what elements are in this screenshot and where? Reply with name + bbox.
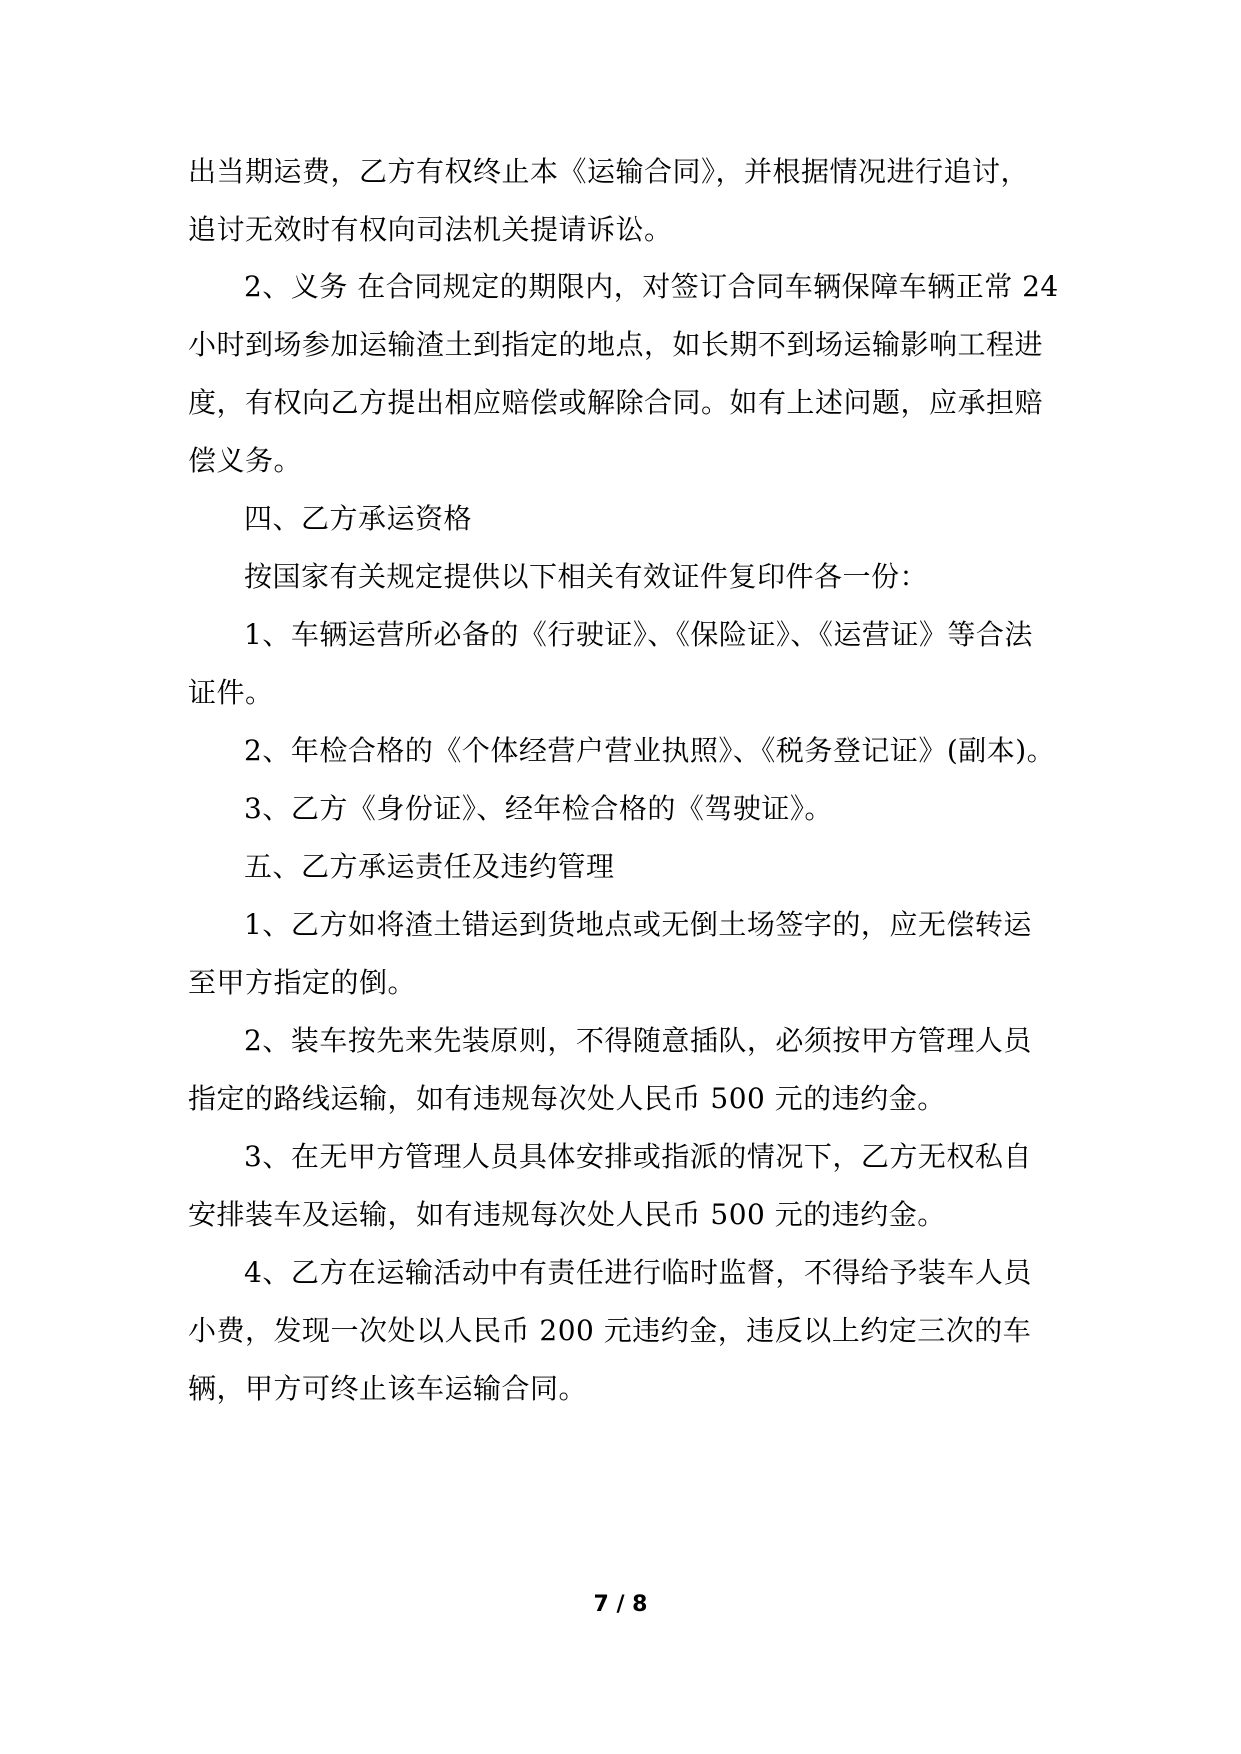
text-line: 出当期运费，乙方有权终止本《运输合同》，并根据情况进行追讨， [188, 155, 1030, 188]
text-line: 2、义务 在合同规定的期限内，对签订合同车辆保障车辆正常 24 [244, 270, 1059, 303]
text-line: 4、乙方在运输活动中有责任进行临时监督，不得给予装车人员 [244, 1256, 1032, 1289]
text-line: 追讨无效时有权向司法机关提请诉讼。 [188, 213, 673, 246]
text-line: 辆，甲方可终止该车运输合同。 [188, 1372, 588, 1405]
text-line: 安排装车及运输，如有违规每次处人民币 500 元的违约金。 [188, 1198, 946, 1231]
text-line: 按国家有关规定提供以下相关有效证件复印件各一份： [244, 560, 929, 593]
text-line: 2、装车按先来先装原则，不得随意插队，必须按甲方管理人员 [244, 1024, 1032, 1057]
section-heading: 五、乙方承运责任及违约管理 [244, 850, 615, 883]
text-line: 偿义务。 [188, 444, 303, 477]
text-line: 3、乙方《身份证》、经年检合格的《驾驶证》。 [244, 792, 833, 825]
text-line: 2、年检合格的《个体经营户营业执照》、《税务登记证》(副本)。 [244, 734, 1056, 767]
text-line: 1、乙方如将渣土错运到货地点或无倒土场签字的，应无偿转运 [244, 908, 1032, 941]
text-line: 证件。 [188, 676, 274, 709]
text-line: 1、车辆运营所必备的《行驶证》、《保险证》、《运营证》等合法 [244, 618, 1033, 651]
section-heading: 四、乙方承运资格 [244, 502, 473, 535]
text-line: 度，有权向乙方提出相应赔偿或解除合同。如有上述问题，应承担赔 [188, 386, 1044, 419]
text-line: 小费，发现一次处以人民币 200 元违约金，违反以上约定三次的车 [188, 1314, 1032, 1347]
text-line: 至甲方指定的倒。 [188, 966, 417, 999]
text-line: 指定的路线运输，如有违规每次处人民币 500 元的违约金。 [188, 1082, 946, 1115]
page-number: 7 / 8 [593, 1592, 648, 1617]
text-line: 小时到场参加运输渣土到指定的地点，如长期不到场运输影响工程进 [188, 328, 1044, 361]
text-line: 3、在无甲方管理人员具体安排或指派的情况下，乙方无权私自 [244, 1140, 1032, 1173]
